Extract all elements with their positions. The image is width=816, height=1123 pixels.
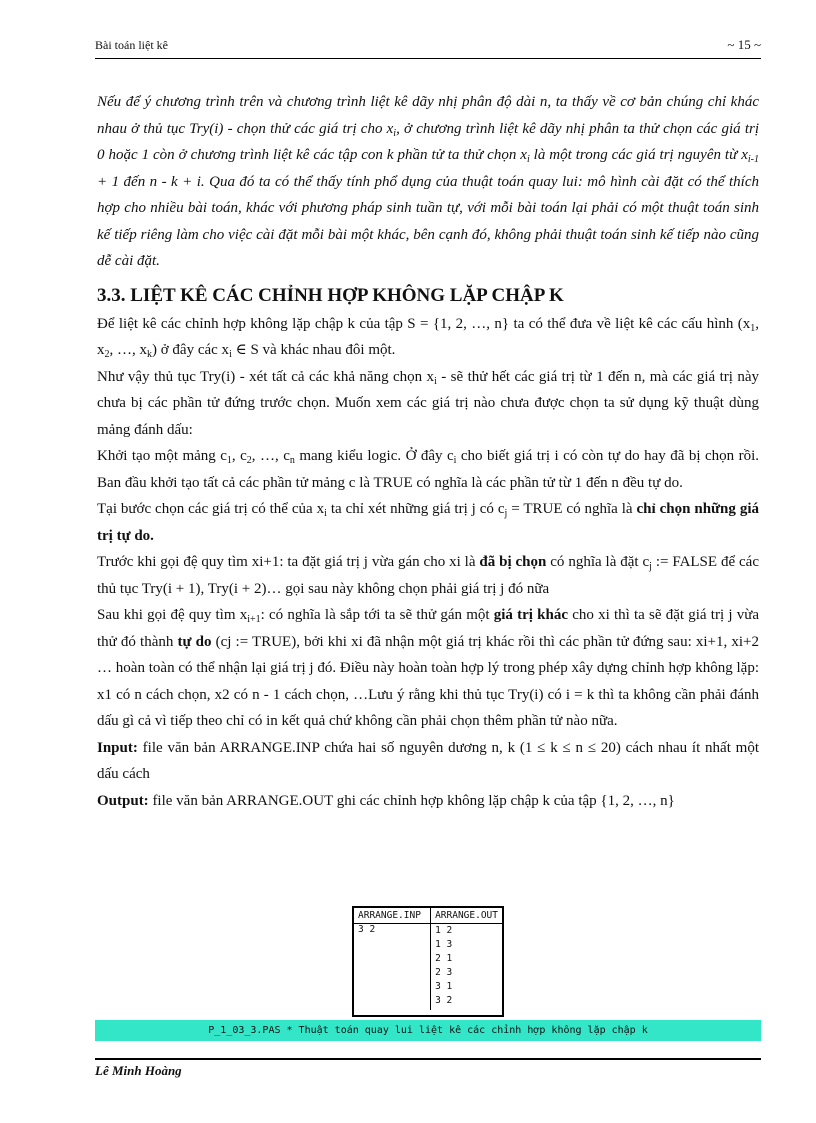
header-rule: [95, 58, 761, 59]
paragraph-before-recursion: Trước khi gọi đệ quy tìm xi+1: ta đặt giá trị j vừa gán cho xi là đã bị chọn có nghĩa là đặt $c_j$ := FALSE để các thủ tục Try(i + 1), Try(i + 2)… gọi sau này không chọn phải giá trị j đó nữa: [97, 554, 759, 597]
paragraph-try: Như vậy thủ tục Try(i) - xét tất cả các khả năng chọn $x_i$ - sẽ thử hết các giá trị từ 1 đến n, mà các giá trị này chưa bị các phần tử đứng trước chọn. Muốn xem các giá trị nào chưa được chọn ta sử dụng kỹ thuật dùng mảng đánh dấu:: [97, 368, 759, 438]
footer-author: Lê Minh Hoàng: [95, 1063, 182, 1078]
paragraph-init-array: Khởi tạo một mảng $c_1$, $c_2$, …, $c_n$ mang kiểu logic. Ở đây $c_i$ cho biết giá trị i có còn tự do hay đã bị chọn rồi. Ban đầu khởi tạo tất cả các phần tử mảng c là TRUE có nghĩa là các phần tử từ 1 đến n đều tự do.: [97, 448, 759, 491]
output-description: Output: file văn bản ARRANGE.OUT ghi các chỉnh hợp không lặp chập k của tập {1, 2, …, n}: [97, 792, 675, 809]
program-caption: P_1_03_3.PAS * Thuật toán quay lui liệt kê các chỉnh hợp không lặp chập k: [95, 1020, 761, 1041]
output-line: 1 3: [435, 939, 453, 950]
output-line: 2 1: [435, 953, 453, 964]
output-line: 3 2: [435, 995, 453, 1006]
example-io-table: [352, 906, 504, 1017]
section-heading: 3.3. LIỆT KÊ CÁC CHỈNH HỢP KHÔNG LẶP CHẬP K: [97, 284, 564, 306]
paragraph-configuration: Để liệt kê các chỉnh hợp không lặp chập k của tập S = {1, 2, …, n} ta có thể đưa về liệt kê các cấu hình ($x_1$, $x_2$, …, $x_k$) ở đây các $x_i$ ∈ S và khác nhau đôi một.: [97, 315, 759, 360]
table-header-input: ARRANGE.INP: [354, 908, 431, 924]
table-header-output: ARRANGE.OUT: [431, 908, 502, 924]
output-cell: [431, 924, 502, 1011]
paragraph-choose-step: Tại bước chọn các giá trị có thể của $x_i$ ta chỉ xét những giá trị j có $c_j$ = TRUE có nghĩa là chỉ chọn những giá trị tự do.: [97, 501, 759, 544]
header-title: Bài toán liệt kê: [95, 38, 168, 52]
page-number: ~ 15 ~: [727, 37, 761, 52]
main-content: [97, 89, 759, 814]
page-header: [95, 38, 761, 62]
ornament-right-icon: ~: [753, 37, 761, 52]
output-line: 1 2: [435, 925, 453, 936]
ornament-left-icon: ~: [727, 37, 735, 52]
output-line: 2 3: [435, 967, 453, 978]
input-description: Input: file văn bản ARRANGE.INP chứa hai số nguyên dương n, k (1 ≤ k ≤ n ≤ 20) cách nhau ít nhất một dấu cách: [97, 739, 759, 782]
input-cell: 3 2: [354, 924, 431, 1011]
paragraph-after-recursion: Sau khi gọi đệ quy tìm $x_{i+1}$: có nghĩa là sắp tới ta sẽ thử gán một giá trị khác cho xi thì ta sẽ đặt giá trị j vừa thử đó thành tự do (cj := TRUE), bởi khi xi đã nhận một giá trị khác rồi thì các phần tử đứng sau: xi+1, xi+2 … hoàn toàn có thể nhận lại giá trị j đó. Điều này hoàn toàn hợp lý trong phép xây dựng chỉnh hợp không lặp: x1 có n cách chọn, x2 có n - 1 cách chọn, …Lưu ý rằng khi thủ tục Try(i) có i = k thì ta không cần phải đánh dấu gì cả vì tiếp theo chỉ có in kết quả chứ không cần phải chọn thêm phần tử nào nữa.: [97, 607, 759, 729]
intro-paragraph: Nếu để ý chương trình trên và chương trình liệt kê dãy nhị phân độ dài n, ta thấy về cơ bản chúng chỉ khác nhau ở thủ tục Try(i) - chọn thử các giá trị cho $x_i$, ở chương trình liệt kê dãy nhị phân ta thử chọn các giá trị 0 hoặc 1 còn ở chương trình liệt kê các tập con k phần tử ta thử chọn $x_i$ là một trong các giá trị nguyên từ $x_{i-1} + 1$ đến n - k + i. Qua đó ta có thể thấy tính phổ dụng của thuật toán quay lui: mô hình cài đặt có thể thích hợp cho nhiều bài toán, khác với phương pháp sinh tuần tự, với mỗi bài toán lại phải có một thuật toán sinh kế tiếp riêng làm cho việc cài đặt mỗi bài một khác, bên cạnh đó, không phải thuật toán sinh kế tiếp nào cũng dễ cài đặt.: [97, 94, 759, 269]
output-line: 3 1: [435, 981, 453, 992]
footer-rule: [95, 1058, 761, 1060]
